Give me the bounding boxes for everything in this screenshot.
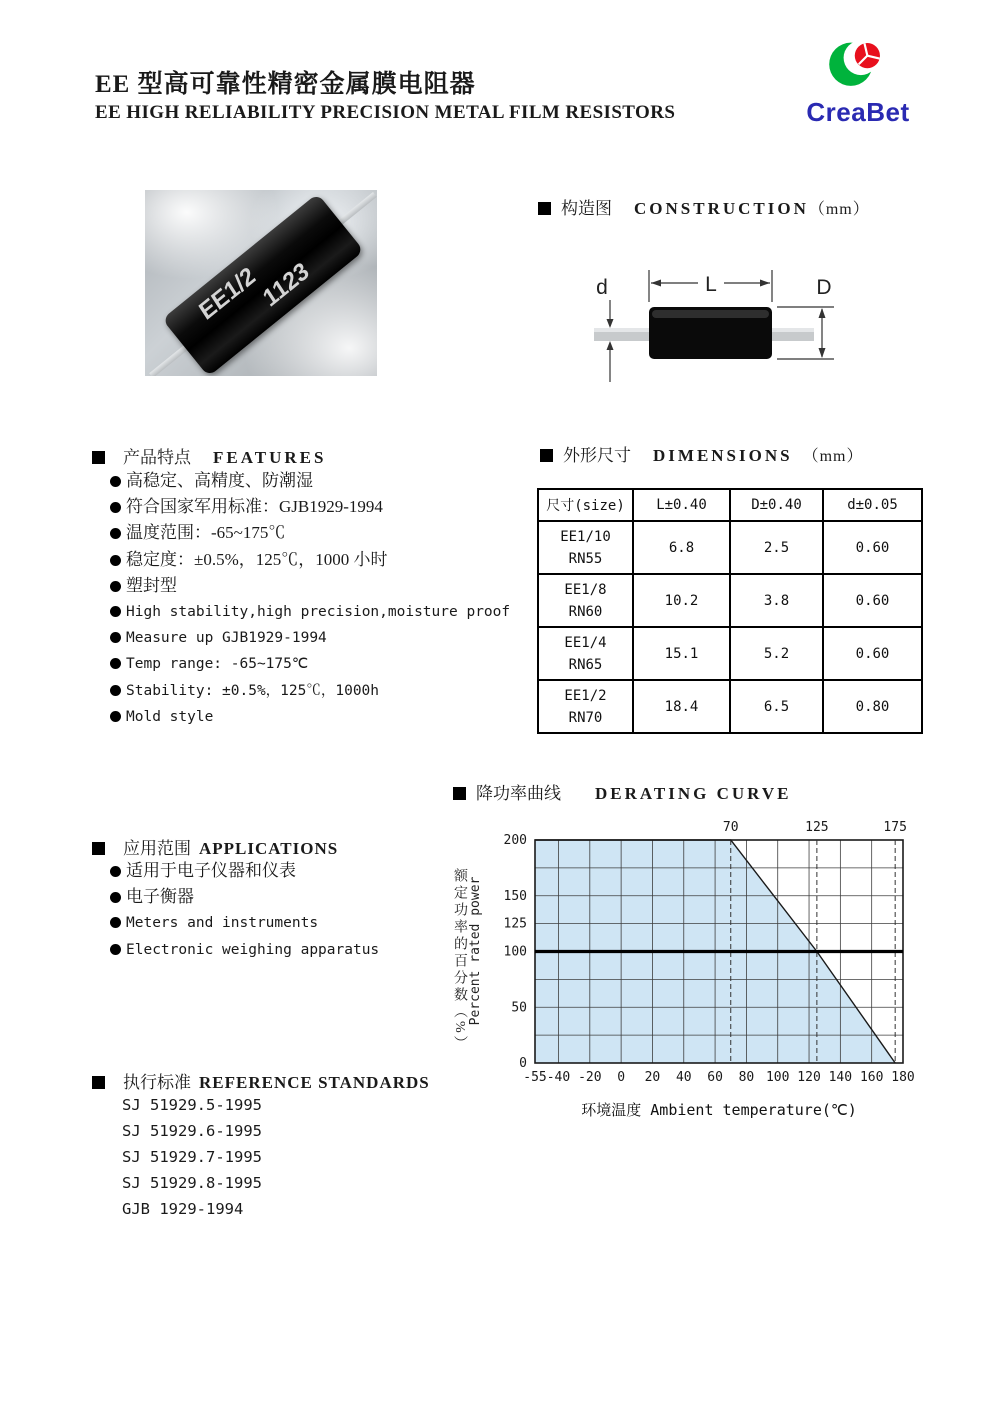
standards-heading-zh: 执行标准 bbox=[123, 1073, 191, 1092]
dimension-label-D: D bbox=[816, 276, 832, 299]
x-tick-label: 180 bbox=[891, 1070, 915, 1085]
section-square-icon bbox=[92, 1076, 105, 1089]
list-item: Electronic weighing apparatus bbox=[110, 937, 379, 963]
resistor-cylinder bbox=[162, 193, 364, 376]
dimension-label-L: L bbox=[705, 273, 717, 296]
list-item: SJ 51929.5-1995 bbox=[122, 1096, 262, 1114]
x-tick-label: -20 bbox=[578, 1070, 602, 1085]
resistor-photo-body bbox=[162, 193, 364, 376]
bullet-icon bbox=[110, 944, 121, 955]
construction-heading-unit: （mm） bbox=[808, 201, 870, 218]
construction-heading bbox=[538, 194, 870, 219]
col-header-D: D±0.40 bbox=[730, 489, 823, 521]
applications-heading-en: APPLICATIONS bbox=[199, 839, 339, 858]
top-mark-label: 125 bbox=[805, 820, 829, 835]
bullet-icon bbox=[110, 555, 121, 566]
list-item: 高稳定、高精度、防潮湿 bbox=[110, 468, 510, 494]
list-item: 塑封型 bbox=[110, 573, 510, 599]
bullet-icon bbox=[110, 528, 121, 539]
x-tick-label: 80 bbox=[738, 1070, 755, 1085]
dimensions-heading bbox=[540, 441, 864, 466]
top-mark-label: 175 bbox=[883, 820, 907, 835]
table-header-row bbox=[538, 489, 922, 521]
y-axis-title-zh: 额定功率的百分数（%） bbox=[452, 868, 467, 1053]
applications-heading bbox=[92, 834, 338, 859]
page-subtitle: EE HIGH RELIABILITY PRECISION METAL FILM RESISTORS bbox=[95, 102, 676, 123]
x-tick-label: 100 bbox=[765, 1070, 790, 1085]
derating-heading-zh: 降功率曲线 bbox=[476, 784, 561, 803]
bullet-icon bbox=[110, 892, 121, 903]
list-item: High stability,high precision,moisture proof bbox=[110, 599, 510, 625]
dimensions-heading-zh: 外形尺寸 bbox=[563, 446, 631, 465]
section-square-icon bbox=[538, 202, 551, 215]
top-mark-label: 70 bbox=[722, 820, 739, 835]
bullet-icon bbox=[110, 866, 121, 877]
list-item: Temp range: -65~175℃ bbox=[110, 651, 510, 677]
table-row: EE1/8 RN60 10.2 3.8 0.60 bbox=[538, 574, 922, 627]
construction-diagram bbox=[572, 250, 872, 390]
bullet-icon bbox=[110, 606, 121, 617]
y-tick-label: 0 bbox=[519, 1056, 527, 1071]
derating-heading-en: DERATING CURVE bbox=[595, 784, 792, 803]
dimensions-heading-unit: （mm） bbox=[802, 448, 864, 465]
table-row: EE1/4 RN65 15.1 5.2 0.60 bbox=[538, 627, 922, 680]
list-item: SJ 51929.6-1995 bbox=[122, 1122, 262, 1140]
bullet-icon bbox=[110, 502, 121, 513]
y-tick-label: 50 bbox=[511, 1000, 527, 1016]
y-tick-label: 150 bbox=[503, 888, 527, 904]
section-square-icon bbox=[92, 842, 105, 855]
standards-list bbox=[92, 1092, 262, 1222]
table-row: EE1/2 RN70 18.4 6.5 0.80 bbox=[538, 680, 922, 733]
resistor-marking-code: 1123 bbox=[258, 257, 314, 313]
construction-heading-zh: 构造图 bbox=[561, 199, 612, 218]
dimensions-heading-en: DIMENSIONS bbox=[653, 446, 793, 465]
product-photo bbox=[145, 190, 377, 376]
bullet-icon bbox=[110, 711, 121, 722]
derating-chart-svg bbox=[445, 813, 940, 1133]
list-item: Stability: ±0.5%，125℃，1000h bbox=[110, 678, 510, 704]
features-list bbox=[110, 468, 510, 730]
list-item: GJB 1929-1994 bbox=[122, 1200, 244, 1218]
y-axis-title-en: Percent rated power bbox=[468, 876, 483, 1026]
company-logo bbox=[798, 34, 918, 128]
bullet-icon bbox=[110, 658, 121, 669]
logo-mark-icon bbox=[822, 34, 894, 96]
resistor-lead-right bbox=[336, 192, 377, 227]
x-tick-label: 120 bbox=[797, 1070, 821, 1085]
page-title: EE 型高可靠性精密金属膜电阻器 bbox=[95, 71, 476, 98]
applications-list bbox=[110, 858, 379, 963]
col-header-L: L±0.40 bbox=[633, 489, 730, 521]
applications-heading-zh: 应用范围 bbox=[123, 839, 191, 858]
y-tick-label: 200 bbox=[503, 833, 527, 848]
resistor-marking-model: EE1/2 bbox=[194, 261, 261, 326]
bullet-icon bbox=[110, 685, 121, 696]
list-item: 符合国家军用标准：GJB1929-1994 bbox=[110, 494, 510, 520]
y-tick-label: 100 bbox=[503, 944, 527, 960]
construction-heading-en: CONSTRUCTION bbox=[634, 199, 809, 218]
x-tick-label: 20 bbox=[644, 1070, 661, 1085]
standards-heading bbox=[92, 1068, 430, 1093]
x-tick-label: 140 bbox=[828, 1070, 853, 1085]
x-tick-label: -55 bbox=[523, 1070, 547, 1085]
col-header-size: 尺寸(size) bbox=[538, 489, 633, 521]
x-tick-label: 160 bbox=[859, 1070, 884, 1085]
col-header-d: d±0.05 bbox=[823, 489, 922, 521]
x-axis-title: 环境温度 Ambient temperature(℃) bbox=[581, 1101, 857, 1119]
logo-text: CreaBet bbox=[806, 97, 910, 127]
x-tick-label: 0 bbox=[617, 1070, 626, 1085]
section-square-icon bbox=[92, 451, 105, 464]
x-tick-label: 60 bbox=[707, 1070, 723, 1085]
list-item: 稳定度：±0.5%，125℃，1000 小时 bbox=[110, 547, 510, 573]
features-heading bbox=[92, 443, 326, 468]
list-item: Measure up GJB1929-1994 bbox=[110, 625, 510, 651]
x-tick-label: -40 bbox=[546, 1070, 571, 1085]
bullet-icon bbox=[110, 476, 121, 487]
standards-heading-en: REFERENCE STANDARDS bbox=[199, 1073, 430, 1092]
bullet-icon bbox=[110, 581, 121, 592]
dimensions-table bbox=[537, 488, 923, 734]
features-heading-zh: 产品特点 bbox=[123, 448, 191, 467]
features-heading-en: FEATURES bbox=[213, 448, 327, 467]
list-item: 温度范围：-65~175℃ bbox=[110, 520, 510, 546]
section-square-icon bbox=[540, 449, 553, 462]
resistor-lead-left bbox=[149, 343, 190, 376]
list-item: 电子衡器 bbox=[110, 884, 379, 910]
dimension-label-d: d bbox=[596, 276, 608, 299]
list-item: SJ 51929.7-1995 bbox=[122, 1148, 262, 1166]
list-item: Mold style bbox=[110, 704, 510, 730]
table-row: EE1/10 RN55 6.8 2.5 0.60 bbox=[538, 521, 922, 574]
list-item: Meters and instruments bbox=[110, 910, 379, 936]
x-tick-label: 40 bbox=[675, 1070, 692, 1085]
list-item: 适用于电子仪器和仪表 bbox=[110, 858, 379, 884]
bullet-icon bbox=[110, 632, 121, 643]
y-tick-label: 125 bbox=[503, 916, 527, 932]
list-item: SJ 51929.8-1995 bbox=[122, 1174, 262, 1192]
bullet-icon bbox=[110, 917, 121, 928]
derating-heading bbox=[453, 779, 791, 804]
section-square-icon bbox=[453, 787, 466, 800]
